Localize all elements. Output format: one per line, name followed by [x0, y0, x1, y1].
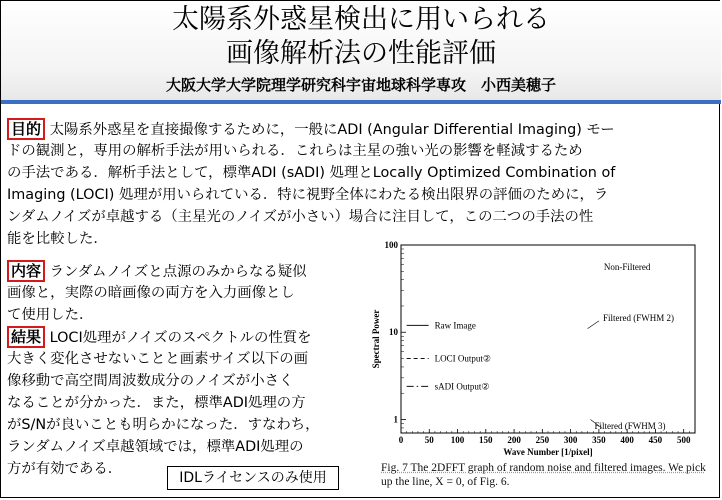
content-label: 内容: [7, 260, 45, 282]
x-tick-label: 100: [450, 435, 465, 445]
legend-label-dashdot: sADI Output②: [434, 381, 490, 392]
caption-line-2: up the line, X = 0, of Fig. 6.: [381, 476, 510, 488]
x-tick-label: 0: [398, 435, 404, 445]
annotation-non-filtered: Non-Filtered: [603, 261, 651, 272]
result-line: がS/Nが良いことも明らかになった．すなわち，: [7, 417, 320, 433]
y-axis-label: Spectral Power: [371, 309, 381, 369]
x-tick-label: 200: [507, 435, 521, 445]
result-line: 方が有効である．: [7, 461, 123, 477]
purpose-label: 目的: [7, 118, 45, 140]
annotation-filtered-fwhm2: Filtered (FWHM 2): [602, 312, 674, 323]
title-divider: [1, 100, 721, 104]
purpose-line: 太陽系外惑星を直接撮像するために，一般にADI (Angular Differential Imaging) モー: [45, 122, 615, 138]
legend-label-dashed: LOCI Output②: [434, 353, 491, 364]
purpose-paragraph: [7, 118, 615, 250]
plot-frame: [401, 245, 695, 433]
result-paragraph: [7, 326, 320, 480]
y-tick-label: 1: [393, 414, 398, 425]
x-tick-label: 250: [535, 435, 550, 445]
title-area: [1, 1, 721, 100]
figure-caption: [381, 461, 711, 489]
x-tick-label: 350: [592, 435, 606, 445]
title-line-1: 太陽系外惑星検出に用いられる: [172, 4, 550, 35]
caption-line-1: Fig. 7 The 2DFFT graph of random noise and filtered images. We pick: [381, 462, 706, 474]
purpose-line: Imaging (LOCI) 処理が用いられている．特に視野全体にわたる検出限界の評価のために，ラ: [7, 187, 609, 203]
x-axis-label: Wave Number [1/pixel]: [503, 447, 593, 457]
x-tick-label: 450: [648, 435, 663, 445]
annotation-filtered-fwhm3: Filtered (FWHM 3): [594, 420, 666, 431]
result-line: なることが分かった．また，標準ADI処理の方: [7, 395, 306, 411]
title-line-2: 画像解析法の性能評価: [226, 38, 496, 69]
spectral-power-chart: [369, 237, 703, 459]
result-line: 大きく変化させないことと画素サイズ以下の画: [7, 351, 309, 367]
purpose-line: 能を比較した．: [7, 231, 108, 247]
axis-layer: [401, 245, 695, 433]
x-tick-label: 150: [479, 435, 493, 445]
purpose-line: の手法である．解析手法として，標準ADI (sADI) 処理とLocally Optimized Combination of: [7, 165, 616, 181]
chart-svg: [369, 237, 703, 459]
y-tick-label: 10: [389, 327, 398, 338]
result-line: ランダムノイズ卓越領域では，標準ADI処理の: [7, 439, 304, 455]
content-line: ランダムノイズと点源のみからなる疑似: [45, 264, 307, 280]
purpose-line: ンダムノイズが卓越する（主星光のノイズが小さい）場合に注目して，この二つの手法の性: [7, 209, 594, 225]
author-affiliation: 大阪大学大学院理学研究科宇宙地球科学専攻 小西美穂子: [165, 76, 556, 94]
legend-label-solid: Raw Image: [434, 320, 476, 331]
license-note-box: IDLライセンスのみ使用: [167, 466, 339, 490]
result-line: 像移動で高空間周波数成分のノイズが小さく: [7, 373, 294, 389]
result-label: 結果: [7, 326, 45, 348]
content-line: 画像と，実際の暗画像の両方を入力画像とし: [7, 285, 295, 301]
content-line: て使用した．: [7, 307, 94, 323]
x-tick-label: 400: [620, 435, 634, 445]
x-tick-label: 500: [676, 435, 691, 445]
x-tick-label: 300: [563, 435, 578, 445]
x-tick-label: 50: [424, 435, 434, 445]
content-paragraph: [7, 260, 307, 326]
purpose-line: ドの観測と，専用の解析手法が用いられる．これらは主星の強い光の影響を軽減するため: [7, 143, 583, 159]
result-line: LOCI処理がノイズのスペクトルの性質を: [45, 330, 312, 346]
y-tick-label: 100: [384, 240, 398, 250]
